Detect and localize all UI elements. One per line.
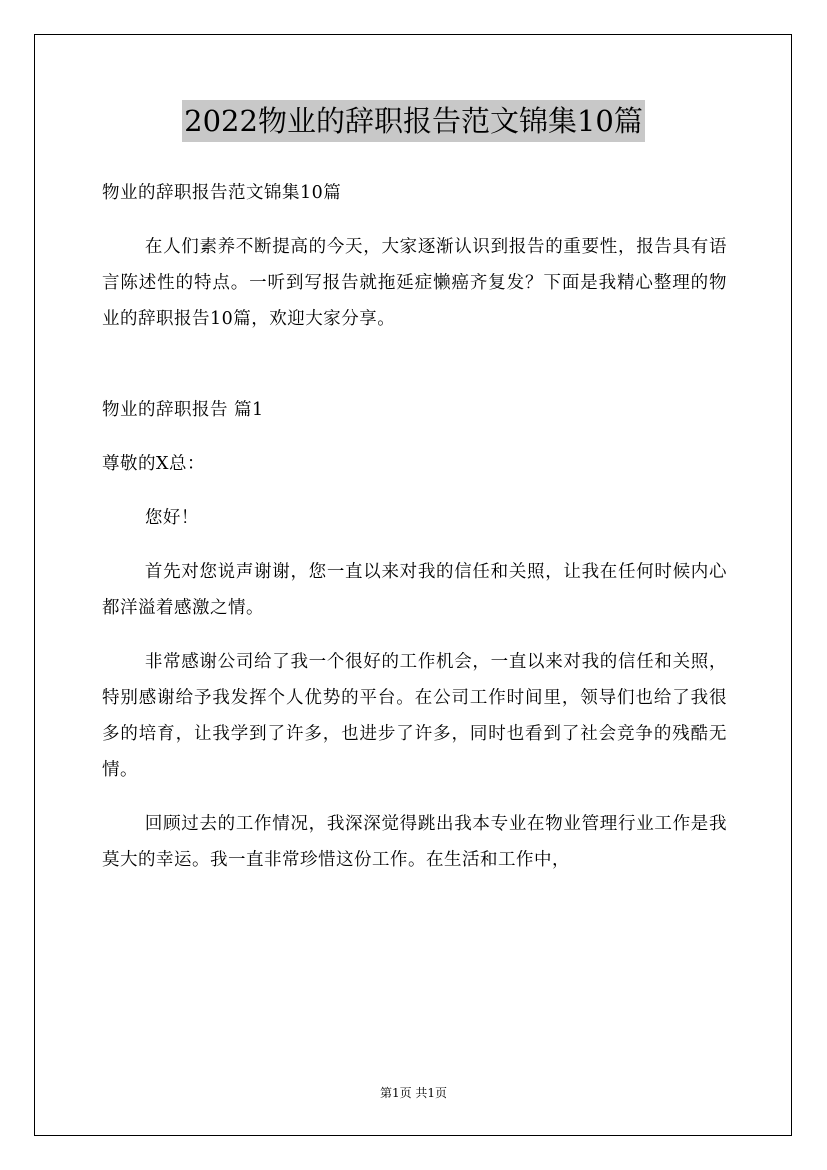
document-title: 2022物业的辞职报告范文锦集10篇 [182, 100, 645, 142]
body-paragraph: 回顾过去的工作情况，我深深觉得跳出我本专业在物业管理行业工作是我莫大的幸运。我一直非常珍惜这份工作。在生活和工作中， [102, 814, 727, 870]
greeting: 您好！ [144, 508, 199, 528]
section-heading: 物业的辞职报告 篇1 [102, 400, 264, 420]
page-number: 第1页 共1页 [379, 1086, 448, 1100]
document-subtitle: 物业的辞职报告范文锦集10篇 [102, 183, 342, 203]
intro-paragraph: 在人们素养不断提高的今天，大家逐渐认识到报告的重要性，报告具有语言陈述性的特点。一听到写报告就拖延症懒癌齐复发？下面是我精心整理的物业的辞职报告10篇，欢迎大家分享。 [102, 237, 727, 329]
body-paragraph: 首先对您说声谢谢，您一直以来对我的信任和关照，让我在任何时候内心都洋溢着感激之情。 [102, 562, 727, 618]
document-body [102, 175, 727, 896]
title-container [0, 100, 827, 142]
page-footer [0, 1085, 827, 1101]
salutation: 尊敬的X总： [102, 454, 205, 474]
body-paragraph: 非常感谢公司给了我一个很好的工作机会，一直以来对我的信任和关照，特别感谢给予我发挥个人优势的平台。在公司工作时间里，领导们也给了我很多的培育，让我学到了许多，也进步了许多，同时也看到了社会竞争的残酷无情。 [102, 652, 727, 780]
